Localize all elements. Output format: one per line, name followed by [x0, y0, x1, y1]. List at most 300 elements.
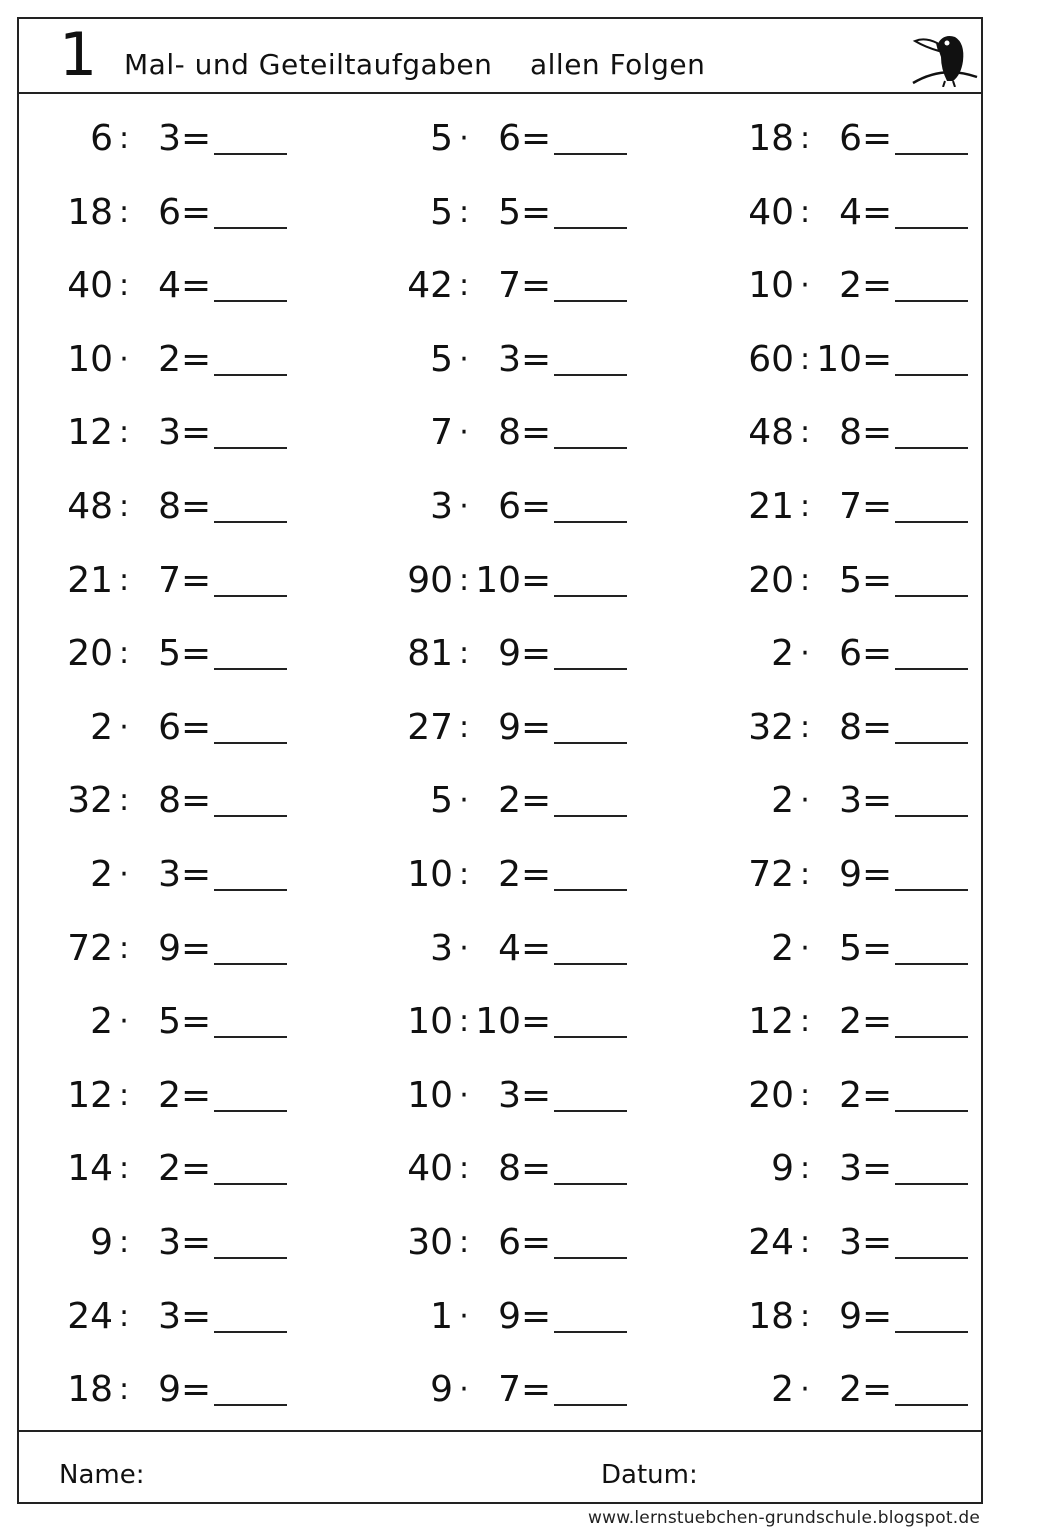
answer-blank[interactable]	[895, 1036, 968, 1038]
operator: ·	[119, 341, 129, 377]
equals-sign: =	[862, 338, 893, 380]
equals-sign: =	[181, 1369, 212, 1411]
operand-a: 10	[407, 854, 453, 895]
problem-row	[397, 334, 697, 386]
answer-blank[interactable]	[214, 227, 287, 229]
operator: :	[799, 1004, 811, 1040]
equals-sign: =	[181, 706, 212, 748]
operand-b: 2	[839, 265, 862, 307]
operand-a: 10	[748, 265, 794, 307]
answer-blank[interactable]	[214, 1110, 287, 1112]
problem-row	[57, 334, 357, 386]
operator: ·	[459, 341, 469, 377]
operand-b: 3	[839, 1222, 862, 1263]
operator: :	[118, 194, 130, 230]
answer-blank[interactable]	[214, 1183, 287, 1185]
toucan-icon	[907, 25, 979, 87]
problem-row	[397, 1143, 697, 1195]
operand-a: 90	[407, 559, 453, 601]
answer-blank[interactable]	[214, 595, 287, 597]
operand-b: 3	[158, 854, 181, 895]
operand-a: 40	[67, 265, 113, 307]
problem-row	[57, 187, 357, 239]
equals-sign: =	[521, 927, 552, 969]
answer-blank[interactable]	[214, 1404, 287, 1406]
problem-row	[738, 996, 1038, 1048]
operand-a: 3	[430, 927, 453, 969]
answer-blank[interactable]	[895, 1404, 968, 1406]
equals-sign: =	[521, 1295, 552, 1337]
operator: :	[458, 1004, 470, 1040]
problem-row	[57, 1217, 357, 1269]
operand-a: 2	[90, 854, 113, 895]
equals-sign: =	[181, 265, 212, 307]
answer-blank[interactable]	[554, 1036, 627, 1038]
operand-a: 7	[430, 412, 453, 454]
operand-b: 9	[498, 633, 521, 675]
operand-a: 20	[67, 633, 113, 675]
operand-a: 40	[748, 191, 794, 233]
operand-a: 9	[430, 1369, 453, 1411]
equals-sign: =	[521, 633, 552, 675]
answer-blank[interactable]	[554, 447, 627, 449]
operand-b: 3	[839, 1148, 862, 1190]
problem-row	[397, 260, 697, 312]
worksheet-number: 1	[59, 20, 98, 90]
operator: :	[118, 1151, 130, 1187]
operand-b: 6	[839, 633, 862, 675]
operand-b: 2	[498, 780, 521, 822]
equals-sign: =	[521, 1222, 552, 1263]
operator: ·	[459, 489, 469, 524]
equals-sign: =	[862, 1001, 893, 1043]
answer-blank[interactable]	[214, 374, 287, 376]
answer-blank[interactable]	[554, 1404, 627, 1406]
operand-a: 5	[430, 338, 453, 380]
operand-b: 9	[158, 1369, 181, 1411]
problem-row	[397, 1217, 697, 1269]
equals-sign: =	[181, 338, 212, 380]
operator: :	[118, 489, 130, 524]
operator: :	[118, 1372, 130, 1408]
operand-b: 6	[498, 118, 521, 159]
operand-b: 3	[158, 1222, 181, 1263]
operand-a: 12	[67, 1074, 113, 1116]
equals-sign: =	[181, 1295, 212, 1337]
problem-row	[397, 702, 697, 754]
equals-sign: =	[181, 854, 212, 895]
answer-blank[interactable]	[554, 889, 627, 891]
operand-b: 8	[839, 412, 862, 454]
answer-blank[interactable]	[554, 1183, 627, 1185]
equals-sign: =	[862, 191, 893, 233]
equals-sign: =	[862, 1148, 893, 1190]
problem-row	[738, 113, 1038, 165]
equals-sign: =	[521, 1074, 552, 1116]
operand-a: 18	[67, 191, 113, 233]
operator: :	[118, 268, 130, 304]
problem-row	[738, 407, 1038, 459]
answer-blank[interactable]	[554, 153, 627, 155]
operand-b: 9	[839, 1295, 862, 1337]
operator: ·	[459, 121, 469, 156]
problem-row	[397, 1070, 697, 1122]
operand-b: 9	[158, 927, 181, 969]
operand-b: 3	[158, 412, 181, 454]
worksheet-title: Mal- und Geteiltaufgaben allen Folgen	[124, 48, 706, 81]
answer-blank[interactable]	[554, 521, 627, 523]
equals-sign: =	[862, 1222, 893, 1263]
equals-sign: =	[521, 486, 552, 527]
operand-b: 4	[498, 927, 521, 969]
answer-blank[interactable]	[895, 1183, 968, 1185]
equals-sign: =	[521, 412, 552, 454]
equals-sign: =	[521, 780, 552, 822]
answer-blank[interactable]	[214, 1036, 287, 1038]
operator: :	[458, 709, 470, 745]
answer-blank[interactable]	[554, 595, 627, 597]
equals-sign: =	[521, 559, 552, 601]
answer-blank[interactable]	[895, 1110, 968, 1112]
operand-a: 2	[90, 706, 113, 748]
problem-row	[738, 1217, 1038, 1269]
equals-sign: =	[521, 1001, 552, 1043]
equals-sign: =	[181, 412, 212, 454]
operator: ·	[119, 857, 129, 892]
operator: :	[118, 562, 130, 598]
answer-blank[interactable]	[895, 742, 968, 744]
operand-a: 27	[407, 706, 453, 748]
operand-a: 12	[67, 412, 113, 454]
operand-a: 24	[67, 1295, 113, 1337]
answer-blank[interactable]	[214, 889, 287, 891]
answer-blank[interactable]	[895, 374, 968, 376]
equals-sign: =	[521, 265, 552, 307]
operand-b: 8	[158, 780, 181, 822]
equals-sign: =	[181, 780, 212, 822]
problem-row	[738, 1070, 1038, 1122]
equals-sign: =	[862, 265, 893, 307]
site-url: www.lernstuebchen-grundschule.blogspot.de	[588, 1508, 980, 1528]
operand-b: 9	[839, 854, 862, 895]
operand-a: 18	[748, 1295, 794, 1337]
operand-a: 10	[67, 338, 113, 380]
equals-sign: =	[181, 1222, 212, 1263]
answer-blank[interactable]	[554, 1257, 627, 1259]
problem-grid	[19, 94, 981, 1432]
answer-blank[interactable]	[554, 1110, 627, 1112]
operand-b: 2	[839, 1369, 862, 1411]
equals-sign: =	[181, 1148, 212, 1190]
operator: :	[118, 1225, 130, 1260]
operator: :	[458, 562, 470, 598]
answer-blank[interactable]	[895, 300, 968, 302]
equals-sign: =	[521, 1369, 552, 1411]
operator: ·	[800, 636, 810, 672]
equals-sign: =	[862, 412, 893, 454]
operand-b: 10	[816, 338, 862, 380]
problem-row	[738, 628, 1038, 680]
problem-row	[57, 1143, 357, 1195]
operand-a: 20	[748, 1074, 794, 1116]
operand-a: 40	[407, 1148, 453, 1190]
operand-b: 6	[839, 118, 862, 159]
operand-a: 5	[430, 191, 453, 233]
operator: :	[799, 1077, 811, 1113]
problem-row	[57, 481, 357, 533]
operand-b: 3	[498, 1074, 521, 1116]
operator: :	[458, 194, 470, 230]
equals-sign: =	[521, 191, 552, 233]
operand-a: 48	[67, 486, 113, 527]
operand-a: 2	[90, 1001, 113, 1043]
operator: :	[799, 489, 811, 524]
operand-a: 24	[748, 1222, 794, 1263]
answer-blank[interactable]	[895, 668, 968, 670]
equals-sign: =	[862, 633, 893, 675]
equals-sign: =	[181, 118, 212, 159]
operand-a: 10	[407, 1001, 453, 1043]
problem-row	[57, 1364, 357, 1416]
equals-sign: =	[862, 706, 893, 748]
problem-row	[57, 1291, 357, 1343]
operator: :	[799, 121, 811, 156]
equals-sign: =	[862, 559, 893, 601]
operand-a: 18	[67, 1369, 113, 1411]
problem-row	[738, 849, 1038, 901]
equals-sign: =	[862, 780, 893, 822]
operand-b: 3	[158, 1295, 181, 1337]
operator: :	[799, 562, 811, 598]
answer-blank[interactable]	[214, 815, 287, 817]
operand-b: 8	[839, 706, 862, 748]
problem-row	[397, 1364, 697, 1416]
operand-a: 9	[771, 1148, 794, 1190]
problem-row	[738, 555, 1038, 607]
answer-blank[interactable]	[214, 1331, 287, 1333]
problem-row	[57, 260, 357, 312]
problem-row	[397, 1291, 697, 1343]
operator: :	[118, 930, 130, 966]
operand-a: 30	[407, 1222, 453, 1263]
operator: :	[118, 636, 130, 672]
operand-a: 12	[748, 1001, 794, 1043]
answer-blank[interactable]	[554, 668, 627, 670]
answer-blank[interactable]	[554, 374, 627, 376]
operand-a: 1	[430, 1295, 453, 1337]
answer-blank[interactable]	[554, 227, 627, 229]
equals-sign: =	[862, 118, 893, 159]
equals-sign: =	[181, 559, 212, 601]
operator: ·	[800, 268, 810, 304]
operator: :	[458, 1225, 470, 1260]
operand-b: 10	[475, 1001, 521, 1043]
operator: :	[799, 194, 811, 230]
operand-a: 2	[771, 780, 794, 822]
operator: :	[799, 1151, 811, 1187]
problem-row	[397, 555, 697, 607]
operand-b: 3	[839, 780, 862, 822]
date-label: Datum:	[601, 1460, 698, 1490]
operand-b: 9	[498, 706, 521, 748]
problem-row	[57, 555, 357, 607]
operand-a: 20	[748, 559, 794, 601]
problem-row	[57, 923, 357, 975]
problem-row	[738, 923, 1038, 975]
operator: ·	[459, 1077, 469, 1113]
operand-b: 7	[498, 1369, 521, 1411]
operator: :	[799, 341, 811, 377]
operator: :	[118, 1077, 130, 1113]
problem-row	[57, 702, 357, 754]
operator: :	[458, 268, 470, 304]
operand-b: 5	[839, 927, 862, 969]
answer-blank[interactable]	[895, 153, 968, 155]
problem-row	[57, 849, 357, 901]
answer-blank[interactable]	[554, 1331, 627, 1333]
worksheet-footer	[19, 1430, 981, 1502]
problem-row	[397, 849, 697, 901]
operand-a: 32	[748, 706, 794, 748]
operand-a: 3	[430, 486, 453, 527]
operand-b: 2	[839, 1074, 862, 1116]
equals-sign: =	[521, 706, 552, 748]
answer-blank[interactable]	[895, 1331, 968, 1333]
answer-blank[interactable]	[895, 889, 968, 891]
answer-blank[interactable]	[554, 815, 627, 817]
operand-b: 7	[498, 265, 521, 307]
equals-sign: =	[181, 486, 212, 527]
answer-blank[interactable]	[895, 227, 968, 229]
operand-b: 5	[158, 633, 181, 675]
answer-blank[interactable]	[895, 815, 968, 817]
operand-a: 6	[90, 118, 113, 159]
equals-sign: =	[862, 1074, 893, 1116]
problem-row	[397, 481, 697, 533]
operator: ·	[800, 1372, 810, 1408]
operand-b: 5	[839, 559, 862, 601]
answer-blank[interactable]	[214, 153, 287, 155]
operand-b: 3	[158, 118, 181, 159]
equals-sign: =	[181, 633, 212, 675]
operator: :	[458, 1151, 470, 1187]
operand-a: 42	[407, 265, 453, 307]
answer-blank[interactable]	[895, 595, 968, 597]
answer-blank[interactable]	[895, 1257, 968, 1259]
operand-b: 6	[498, 486, 521, 527]
operator: :	[118, 783, 130, 819]
operator: :	[458, 857, 470, 892]
operand-a: 72	[67, 927, 113, 969]
operand-b: 5	[498, 191, 521, 233]
answer-blank[interactable]	[214, 668, 287, 670]
problem-row	[397, 628, 697, 680]
operator: :	[118, 415, 130, 451]
answer-blank[interactable]	[214, 447, 287, 449]
equals-sign: =	[181, 191, 212, 233]
operand-b: 10	[475, 559, 521, 601]
problem-row	[397, 187, 697, 239]
problem-row	[738, 481, 1038, 533]
operand-a: 21	[748, 486, 794, 527]
operand-b: 4	[839, 191, 862, 233]
operator: ·	[459, 783, 469, 819]
answer-blank[interactable]	[895, 963, 968, 965]
operand-a: 48	[748, 412, 794, 454]
answer-blank[interactable]	[214, 1257, 287, 1259]
operator: ·	[800, 783, 810, 819]
operand-b: 8	[498, 412, 521, 454]
answer-blank[interactable]	[554, 300, 627, 302]
operand-a: 21	[67, 559, 113, 601]
equals-sign: =	[862, 486, 893, 527]
operand-a: 60	[748, 338, 794, 380]
equals-sign: =	[521, 854, 552, 895]
answer-blank[interactable]	[554, 742, 627, 744]
operand-b: 7	[839, 486, 862, 527]
problem-row	[738, 1143, 1038, 1195]
answer-blank[interactable]	[214, 521, 287, 523]
answer-blank[interactable]	[214, 300, 287, 302]
operand-a: 9	[90, 1222, 113, 1263]
operator: ·	[800, 930, 810, 966]
operand-b: 9	[498, 1295, 521, 1337]
operand-b: 5	[158, 1001, 181, 1043]
operand-b: 2	[158, 1074, 181, 1116]
operand-a: 72	[748, 854, 794, 895]
equals-sign: =	[862, 854, 893, 895]
operand-b: 2	[158, 1148, 181, 1190]
operand-a: 32	[67, 780, 113, 822]
operand-a: 2	[771, 633, 794, 675]
equals-sign: =	[862, 1295, 893, 1337]
answer-blank[interactable]	[895, 447, 968, 449]
operator: :	[118, 121, 130, 156]
equals-sign: =	[521, 338, 552, 380]
operand-a: 2	[771, 1369, 794, 1411]
answer-blank[interactable]	[214, 963, 287, 965]
operand-b: 6	[158, 706, 181, 748]
operator: ·	[459, 930, 469, 966]
equals-sign: =	[181, 927, 212, 969]
problem-row	[397, 923, 697, 975]
worksheet	[17, 17, 983, 1504]
equals-sign: =	[521, 118, 552, 159]
operand-b: 2	[498, 854, 521, 895]
answer-blank[interactable]	[895, 521, 968, 523]
operator: ·	[459, 1372, 469, 1408]
operand-b: 6	[158, 191, 181, 233]
problem-row	[738, 1364, 1038, 1416]
name-label: Name:	[59, 1460, 145, 1490]
operator: :	[799, 709, 811, 745]
operand-a: 81	[407, 633, 453, 675]
problem-row	[397, 407, 697, 459]
answer-blank[interactable]	[554, 963, 627, 965]
operator: :	[799, 415, 811, 451]
operand-b: 3	[498, 338, 521, 380]
equals-sign: =	[181, 1074, 212, 1116]
problem-row	[397, 996, 697, 1048]
problem-row	[397, 113, 697, 165]
operand-a: 10	[407, 1074, 453, 1116]
worksheet-header	[19, 19, 981, 94]
operand-a: 18	[748, 118, 794, 159]
operator: :	[799, 1225, 811, 1260]
answer-blank[interactable]	[214, 742, 287, 744]
operator: :	[458, 636, 470, 672]
operand-b: 7	[158, 559, 181, 601]
